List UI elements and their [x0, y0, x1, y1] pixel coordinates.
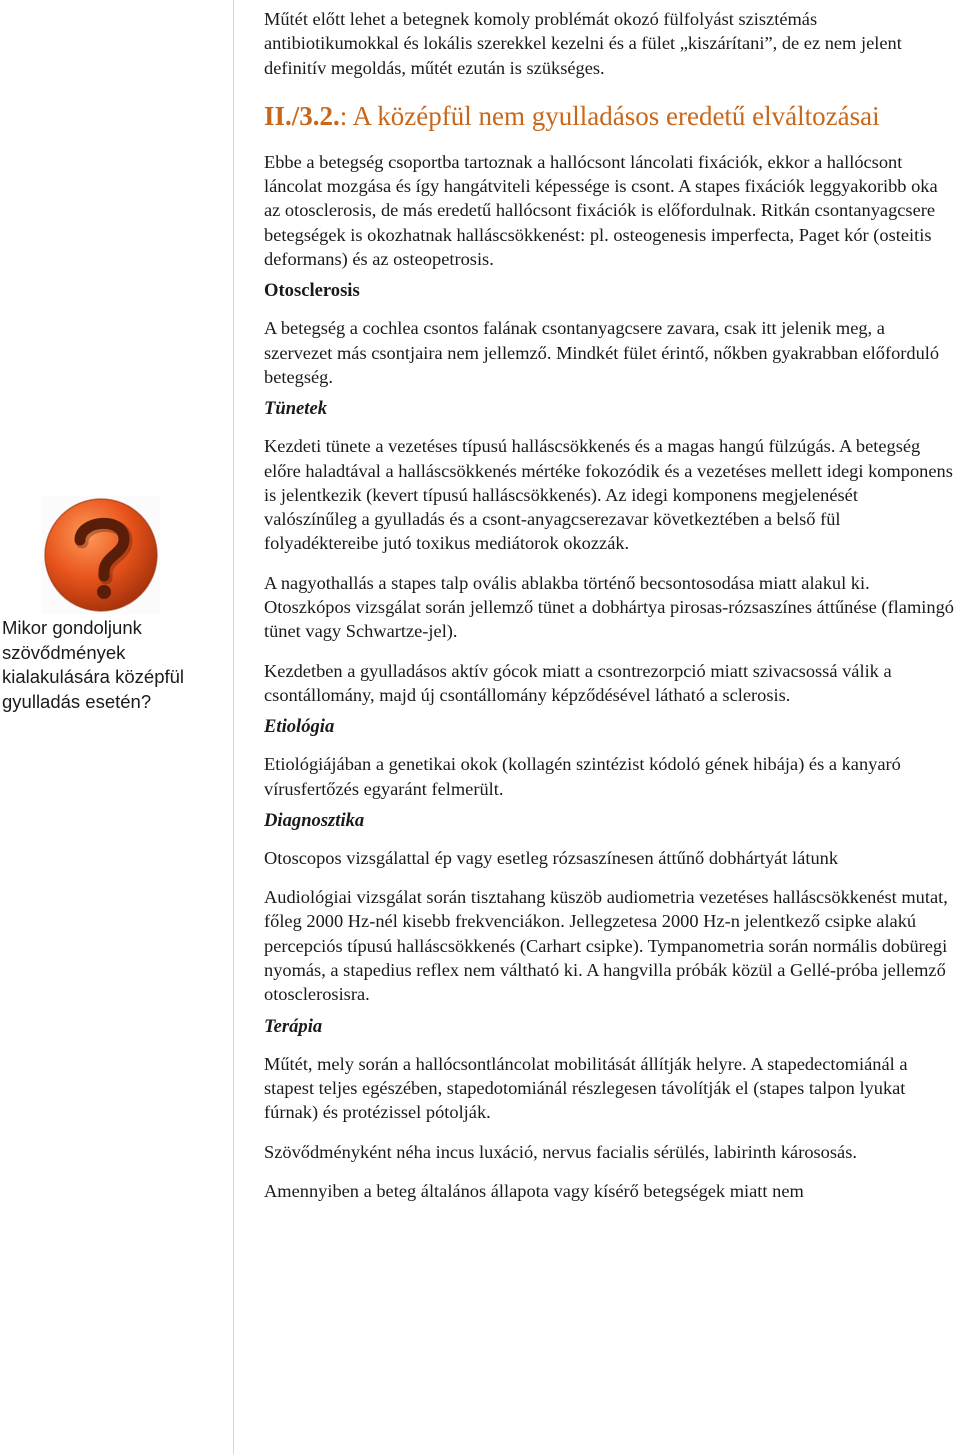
tunetek-paragraph: Kezdeti tünete a vezetéses típusú halláscsökkenés és a magas hangú fülzúgás. A betegség előre haladtával a halláscsökkenés mértéke fokozódik és a vezetéses mellett idegi komponens is jelentkezik (kevert típusú halláscsökkenés). Az idegi komponens megjelenését valószínűleg a gyulladás és a csont-anyagcserezavar következtében a belső fül folyadéktereibe jutó toxikus mediátorok okozzák.: [264, 436, 953, 554]
tunetek-heading: Tünetek: [264, 398, 328, 420]
tunetek-paragraph: Kezdetben a gyulladásos aktív gócok miatt a csontrezorpció miatt szivacsossá válik a csontállomány, majd új csontállomány képződésével látható a sclerosis.: [264, 660, 892, 705]
terapia-paragraph: Műtét, mely során a hallócsontláncolat mobilitását állítják helyre. A stapedectomiánál a stapest teljes egészében, stapedotomiánál részlegesen távolítják el (stapes talpon lyukat fúrnak) és protézissel pótolják.: [264, 1053, 908, 1123]
section-title: : A középfül nem gyulladásos eredetű elváltozásai: [339, 100, 880, 131]
sidebar-question-text: Mikor gondoljunk szövődmények kialakulására középfül gyulladás esetén?: [2, 617, 185, 712]
diagnosztika-paragraph: Otoscopos vizsgálattal ép vagy esetleg rózsaszínesen áttűnő dobhártyát látunk: [264, 847, 839, 868]
main-content: [264, 7, 954, 1218]
section-heading: [264, 100, 954, 132]
sidebar-question-box: [2, 496, 230, 714]
intro-paragraph: Műtét előtt lehet a betegnek komoly problémát okozó fülfolyást szisztémás antibiotikumokkal és lokális szerekkel kezelni és a fület „kiszárítani”, de ez nem jelent definitív megoldás, műtét ezután is szükséges.: [264, 9, 902, 78]
otosclerosis-heading: Otosclerosis: [264, 280, 360, 302]
tunetek-paragraph: A nagyothallás a stapes talp ovális ablakba történő becsontosodása miatt alakul ki. Otoszkópos vizsgálat során jellemző tünet a dobhártya pirosas-rózsaszínes áttűnése (flamingó tünet vagy Schwartze-jel).: [264, 572, 954, 642]
diagnosztika-paragraph: Audiológiai vizsgálat során tisztahang küszöb audiometria vezetéses halláscsökkenést mutat, főleg 2000 Hz-nél kisebb frekvenciákon. Jellegzetesa 2000 Hz-n jelentkező csipke alakú percepciós típusú halláscsökkenés (Carhart csipke). Tympanometria során normális dobüregi nyomás, a stapedius reflex nem váltható ki. A hangvilla próbák közül a Gellé-próba jellemző otosclerosisra.: [264, 887, 948, 1005]
column-divider: [233, 0, 234, 1454]
etiologia-heading: Etiológia: [264, 716, 335, 738]
etiologia-text: Etiológiájában a genetikai okok (kollagén szintézist kódoló gének hibája) és a kanyaró vírusfertőzés egyaránt felmerült.: [264, 754, 901, 799]
terapia-paragraph: Szövődményként néha incus luxáció, nervus facialis sérülés, labirinth kárososás.: [264, 1141, 857, 1162]
diagnosztika-heading: Diagnosztika: [264, 809, 365, 831]
section-number: II./3.2.: [264, 100, 340, 131]
terapia-heading: Terápia: [264, 1015, 323, 1037]
section-intro: Ebbe a betegség csoportba tartoznak a hallócsont láncolati fixációk, ekkor a hallócsont láncolat mozgása és így hangátviteli képessége is csont. A stapes fixációk leggyakoribb oka az otosclerosis, de más eredetű hallócsont fixációk is előfordulnak. Ritkán csontanyagcsere betegségek is okozhatnak halláscsökkenést: pl. osteogenesis imperfecta, Paget kór (osteitis deformans) és az osteopetrosis.: [264, 151, 938, 270]
terapia-paragraph: Amennyiben a beteg általános állapota vagy kísérő betegségek miatt nem: [264, 1180, 804, 1201]
question-mark-icon: [42, 496, 160, 614]
otosclerosis-text: A betegség a cochlea csontos falának csontanyagcsere zavara, csak itt jelenik meg, a szervezet más csontjaira nem jellemző. Mindkét fület érintő, nőkben gyakrabban előforduló betegség.: [264, 318, 940, 387]
